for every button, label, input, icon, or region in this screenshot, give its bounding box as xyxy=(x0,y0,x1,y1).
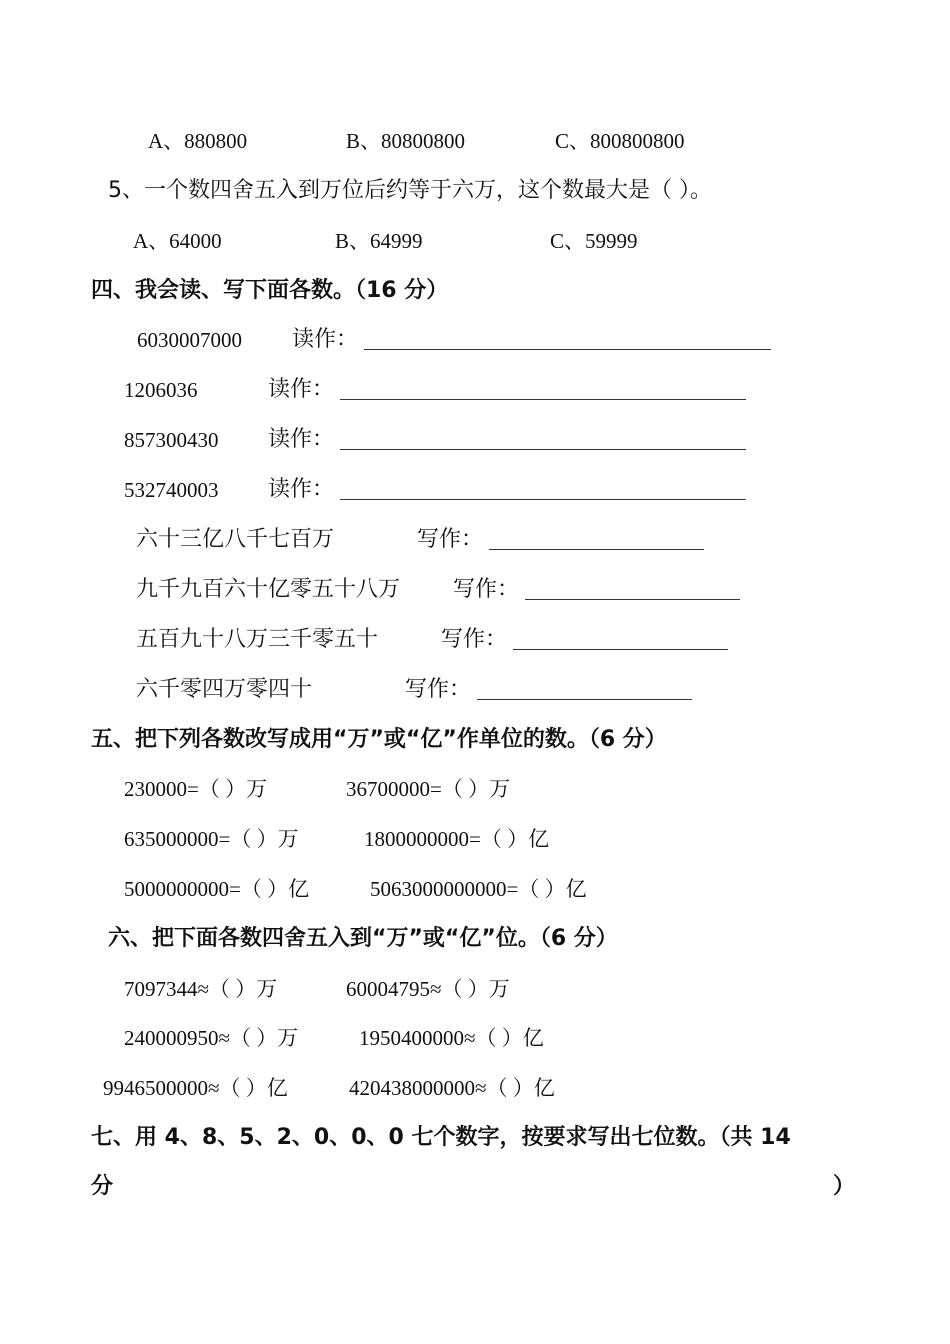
section7-title-continued: 分 xyxy=(91,1174,114,1199)
section7-title: 七、用 4、8、5、2、0、0、0 七个数字，按要求写出七位数。（共 14 xyxy=(91,1125,791,1150)
write-label-2: 写作： xyxy=(453,577,520,602)
write-answer-line-2[interactable] xyxy=(525,599,740,600)
q5-prompt: 5、一个数四舍五入到万位后约等于六万，这个数最大是（ ）。 xyxy=(108,178,712,203)
read-label-1: 读作： xyxy=(292,327,359,352)
convert-item-1: 230000=（ ）万 xyxy=(124,777,268,801)
write-label-3: 写作： xyxy=(441,627,508,652)
read-number-1: 6030007000 xyxy=(137,328,242,352)
read-number-2: 1206036 xyxy=(124,378,198,402)
section4-title: 四、我会读、写下面各数。（16 分） xyxy=(91,278,449,303)
convert-item-3: 635000000=（ ）万 xyxy=(124,827,299,851)
round-item-4: 1950400000≈（ ）亿 xyxy=(359,1026,544,1050)
round-item-6: 420438000000≈（ ）亿 xyxy=(349,1076,555,1100)
read-label-4: 读作： xyxy=(268,477,335,502)
convert-item-2: 36700000=（ ）万 xyxy=(346,777,511,801)
read-answer-line-3[interactable] xyxy=(340,449,746,450)
read-number-4: 532740003 xyxy=(124,478,219,502)
q4-option-b: B、80800800 xyxy=(346,129,466,153)
read-label-2: 读作： xyxy=(268,377,335,402)
q4-option-a: A、880800 xyxy=(148,129,248,153)
round-item-2: 60004795≈（ ）万 xyxy=(346,977,510,1001)
convert-item-4: 1800000000=（ ）亿 xyxy=(364,827,550,851)
write-answer-line-4[interactable] xyxy=(477,699,692,700)
q5-option-a: A、64000 xyxy=(133,229,222,253)
read-number-3: 857300430 xyxy=(124,428,219,452)
q4-option-c: C、800800800 xyxy=(555,129,685,153)
read-answer-line-1[interactable] xyxy=(364,349,771,350)
convert-item-6: 5063000000000=（ ）亿 xyxy=(370,877,587,901)
section7-close-paren: ） xyxy=(833,1174,856,1199)
write-words-2: 九千九百六十亿零五十八万 xyxy=(136,577,401,602)
write-answer-line-3[interactable] xyxy=(513,649,728,650)
read-answer-line-4[interactable] xyxy=(340,499,746,500)
q5-option-c: C、59999 xyxy=(550,229,638,253)
write-words-3: 五百九十八万三千零五十 xyxy=(136,627,379,652)
section5-title: 五、把下列各数改写成用“万”或“亿”作单位的数。（6 分） xyxy=(91,727,667,752)
write-label-4: 写作： xyxy=(405,677,472,702)
write-words-1: 六十三亿八千七百万 xyxy=(136,527,335,552)
write-words-4: 六千零四万零四十 xyxy=(136,677,313,702)
read-label-3: 读作： xyxy=(268,427,335,452)
read-answer-line-2[interactable] xyxy=(340,399,746,400)
section6-title: 六、把下面各数四舍五入到“万”或“亿”位。（6 分） xyxy=(108,926,618,951)
round-item-3: 240000950≈（ ）万 xyxy=(124,1026,299,1050)
write-label-1: 写作： xyxy=(417,527,484,552)
round-item-1: 7097344≈（ ）万 xyxy=(124,977,278,1001)
convert-item-5: 5000000000=（ ）亿 xyxy=(124,877,310,901)
q5-option-b: B、64999 xyxy=(335,229,423,253)
round-item-5: 9946500000≈（ ）亿 xyxy=(103,1076,288,1100)
write-answer-line-1[interactable] xyxy=(489,549,704,550)
